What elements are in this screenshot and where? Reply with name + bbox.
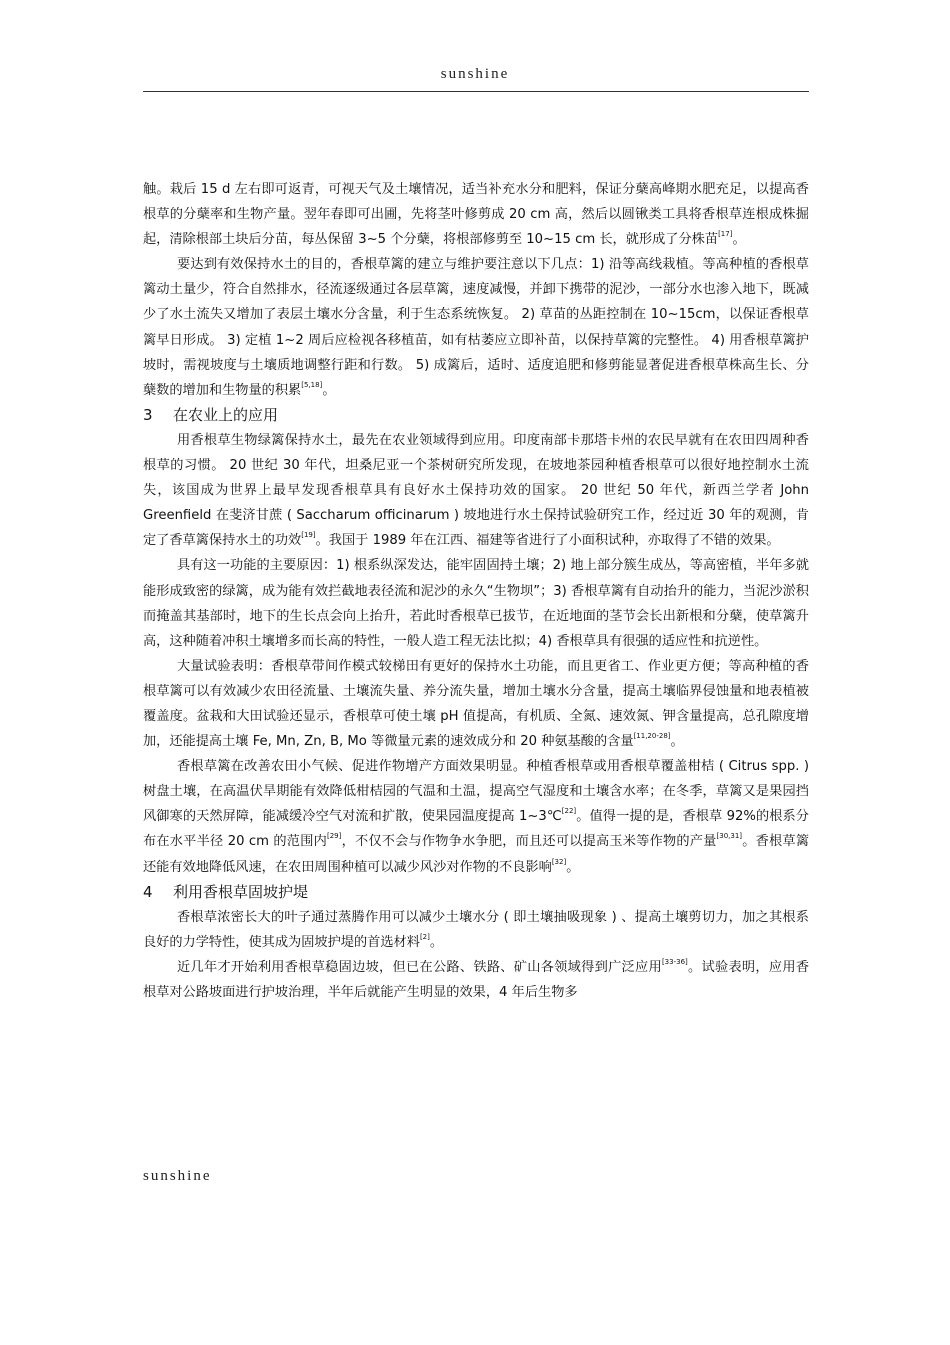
citation[interactable]: [22] (561, 807, 577, 816)
section-number: 3 (143, 405, 153, 424)
paragraph (143, 955, 809, 1005)
paragraph (143, 177, 809, 252)
paragraph-text: 。我国于 1989 年在江西、福建等省进行了小面积试种，亦取得了不错的效果。 (315, 533, 780, 549)
paragraph (143, 754, 809, 879)
section-title: 利用香根草固坡护堤 (173, 882, 309, 901)
paragraph-text: 。 (322, 382, 336, 398)
document-body (143, 177, 809, 1005)
paragraph-text: 大量试验表明：香根草带间作模式较梯田有更好的保持水土功能，而且更省工、作业更方便；等高种植的香根草篱可以有效减少农田径流量、土壤流失量、养分流失量，增加土壤水分含量，提高土壤临界侵蚀量和地表植被覆盖度。盆栽和大田试验还显示，香根草可使土壤 pH 值提高，有机质、全氮、速效氮、钾含量提高，总孔隙度增加，还能提高土壤 Fe, Mn, Zn, B, Mo 等微量元素的速效成分和 20 种氨基酸的含量 (143, 658, 809, 750)
paragraph-text: 。 (566, 859, 580, 875)
page-header: sunshine (440, 66, 510, 82)
citation[interactable]: [5,18] (301, 380, 323, 389)
paragraph-text: ，不仅不会与作物争水争肥，而且还可以提高玉米等作物的产量 (341, 834, 717, 850)
paragraph-text: 。试验表明，应用香根草对公路坡面进行护坡治理，半年后就能产生明显的效果，4 年后生物多 (143, 959, 810, 1000)
citation[interactable]: [29] (326, 832, 342, 841)
paragraph-text: 。香根草篱还能有效地降低风速，在农田周围种植可以减少风沙对作物的不良影响 (143, 834, 810, 875)
paragraph-text: 香根草浓密长大的叶子通过蒸腾作用可以减少土壤水分 ( 即土壤抽吸现象 ) 、提高土壤剪切力，加之其根系良好的力学特性，使其成为固坡护堤的首选材料 (143, 909, 809, 950)
paragraph (143, 654, 809, 754)
paragraph-text: 近几年才开始利用香根草稳固边坡，但已在公路、铁路、矿山各领域得到广泛应用 (177, 959, 662, 975)
citation[interactable]: [11,20-28] (633, 732, 671, 741)
paragraph-text: 用香根草生物绿篱保持水土，最先在农业领域得到应用。印度南部卡那塔卡州的农民早就有在农田四周种香根草的习惯。 20 世纪 30 年代，坦桑尼亚一个茶树研究所发现，在坡地茶园种植香根草可以很好地控制水土流失，该国成为世界上最早发现香根草具有良好水土保持功效的国家。 20 世纪 50 年代，新西兰学者 John Greenfield 在斐济甘蔗 ( Saccharum officinarum ) 坡地进行水土保持试验研究工作，经过近 30 年的观测，肯定了香草篱保持水土的功效 (143, 432, 809, 549)
citation[interactable]: [17] (718, 230, 733, 239)
paragraph (143, 252, 809, 403)
paragraph-text: 香根草篱在改善农田小气候、促进作物增产方面效果明显。种植香根草或用香根草覆盖柑桔 ( Citrus spp. ) 树盘土壤，在高温伏旱期能有效降低柑桔园的气温和土温，提高空气湿度和土壤含水率；在冬季，草篱又是果园挡风御寒的天然屏障，能减缓冷空气对流和扩散，使果园温度提高 1~3℃ (143, 759, 809, 825)
section-title: 在农业上的应用 (173, 405, 279, 424)
paragraph-text: 。值得一提的是，香根草 92%的根系分布在水平半径 20 cm 的范围内 (143, 809, 809, 850)
paragraph-text: 。 (670, 734, 684, 750)
citation[interactable]: [19] (301, 531, 316, 540)
page-footer: sunshine (143, 1168, 212, 1184)
section-heading (143, 403, 809, 428)
paragraph-text: 要达到有效保持水土的目的，香根草篱的建立与维护要注意以下几点：1) 沿等高线栽植。等高种植的香根草篱动土量少，符合自然排水，径流逐级通过各层草篱，速度减慢，并卸下携带的泥沙，一部分水也渗入地下，既减少了水土流失又增加了表层土壤水分含量，利于生态系统恢复。 2) 草苗的丛距控制在 10~15cm，以保证香根草篱早日形成。 3) 定植 1~2 周后应检视各移植苗，如有枯萎应立即补苗，以保持草篱的完整性。 4) 用香根草篱护坡时，需视坡度与土壤质地调整行距和行数。 5) 成篱后，适时、适度追肥和修剪能显著促进香根草株高生长、分蘖数的增加和生物量的积累 (143, 257, 809, 398)
citation[interactable]: [2] (419, 932, 430, 941)
paragraph (143, 428, 809, 553)
section-heading (143, 880, 809, 905)
citation[interactable]: [32] (551, 857, 567, 866)
section-number: 4 (143, 882, 153, 901)
paragraph (143, 905, 809, 955)
paragraph-text: 。 (429, 934, 444, 950)
header-rule (143, 91, 809, 92)
paragraph: 具有这一功能的主要原因：1) 根系纵深发达，能牢固固持土壤；2) 地上部分簇生成丛，等高密植，半年多就能形成致密的绿篱，成为能有效拦截地表径流和泥沙的永久“生物坝”；3) 香根草篱有自动抬升的能力，当泥沙淤积而掩盖其基部时，地下的生长点会向上抬升，若此时香根草已拔节，在近地面的茎节会长出新根和分蘖，使草篱升高，这种随着冲积土壤增多而长高的特性，一般人造工程无法比拟；4) 香根草具有很强的适应性和抗逆性。 (143, 558, 809, 649)
citation[interactable]: [30,31] (716, 832, 743, 841)
paragraph-text: 触。栽后 15 d 左右即可返青，可视天气及土壤情况，适当补充水分和肥料，保证分蘖高峰期水肥充足，以提高香根草的分蘖率和生物产量。翌年春即可出圃，先将茎叶修剪成 20 cm 高，然后以圆锹类工具将香根草连根成株掘起，清除根部土块后分苗，每丛保留 3~5 个分蘖，将根部修剪至 10~15 cm 长，就形成了分株苗 (143, 182, 809, 248)
paragraph-text: 。 (732, 232, 746, 248)
citation[interactable]: [33-36] (661, 957, 688, 966)
